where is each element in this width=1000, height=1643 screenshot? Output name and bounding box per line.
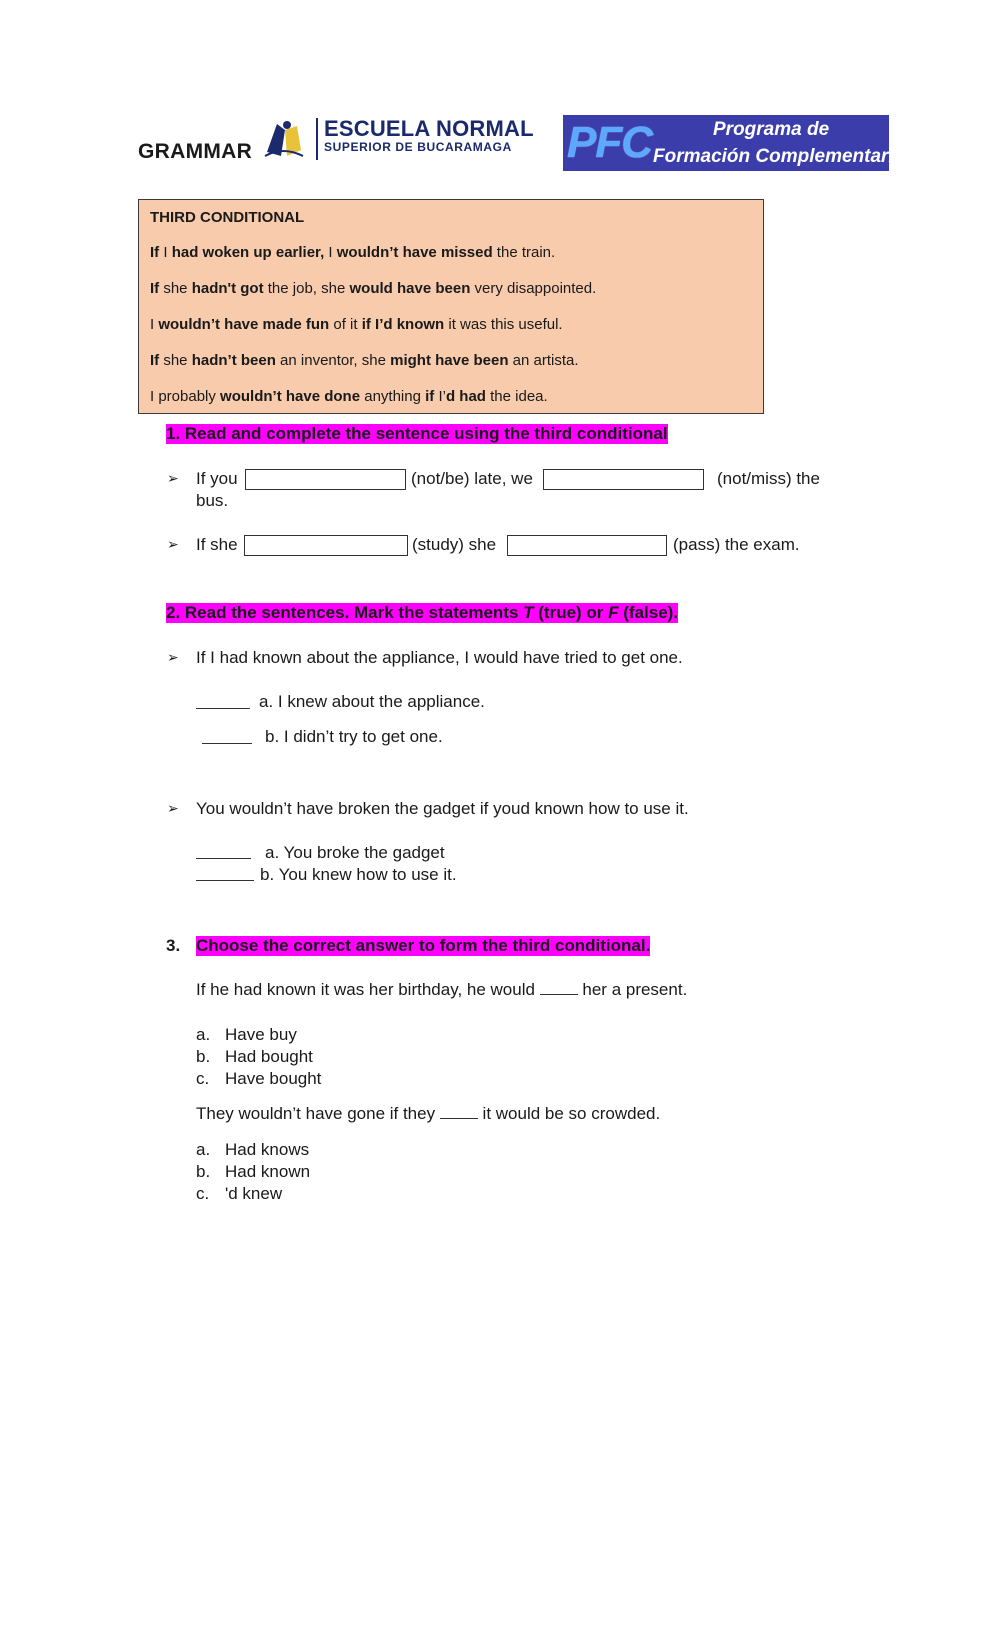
item1-text-c: (not/miss) the <box>717 469 820 488</box>
item1-text-d: bus. <box>196 491 229 510</box>
statement-1: If I had known about the appliance, I would have tried to get one. <box>196 648 683 667</box>
example-sentence <box>150 280 596 297</box>
mc-option[interactable]: Had bought <box>225 1047 313 1066</box>
pfc-title-line1: Programa de <box>713 119 830 140</box>
text-fragment: I <box>324 244 337 261</box>
bold-fragment: If <box>150 244 160 261</box>
text-fragment: she <box>159 352 192 369</box>
tf-answer-line-2a[interactable] <box>196 842 251 859</box>
section2-heading: 2. Read the sentences. Mark the statements T (true) or F (false). <box>166 603 679 622</box>
pfc-logo: PFC <box>567 118 652 167</box>
bold-fragment: hadn’t been <box>191 352 276 369</box>
text-fragment: it was this useful. <box>444 316 563 333</box>
statement-2: You wouldn’t have broken the gadget if youd known how to use it. <box>196 799 689 818</box>
answer-box-1[interactable] <box>245 469 406 490</box>
tf-answer-line-1b[interactable] <box>202 727 252 744</box>
worksheet-title: GRAMMAR <box>138 140 253 163</box>
example-sentence <box>150 388 548 405</box>
mc-question-1: If he had known it was her birthday, he would her a present. <box>196 980 688 999</box>
text-fragment: very disappointed. <box>470 280 597 297</box>
mc-option-letter: b. <box>196 1047 211 1066</box>
statement-2a: a. You broke the gadget <box>265 843 445 862</box>
bold-fragment: wouldn’t have made fun <box>158 316 330 333</box>
section3-heading: Choose the correct answer to form the third conditional. <box>196 936 651 955</box>
item2-text-b: (study) she <box>412 535 497 554</box>
text-fragment: anything <box>360 388 426 405</box>
bold-fragment: d had <box>445 388 486 405</box>
example-sentence <box>150 244 555 261</box>
text-fragment: the idea. <box>485 388 548 405</box>
answer-box-4[interactable] <box>507 535 667 556</box>
item2-text-a: If she <box>196 535 238 554</box>
school-subtitle: SUPERIOR DE BUCARAMAGA <box>324 140 512 154</box>
text-fragment: the train. <box>492 244 556 261</box>
school-emblem-icon <box>263 116 305 160</box>
bold-fragment: had woken up earlier, <box>171 244 325 261</box>
mc-option-letter: a. <box>196 1025 211 1044</box>
item1-text-a: If you <box>196 469 238 488</box>
answer-box-2[interactable] <box>543 469 704 490</box>
bold-fragment: if <box>425 388 435 405</box>
mc-question-2: They wouldn’t have gone if they it would be so crowded. <box>196 1104 661 1123</box>
tf-answer-line-1a[interactable] <box>196 692 250 709</box>
mc-blank-1[interactable] <box>540 980 578 995</box>
bold-fragment: wouldn’t have done <box>220 388 361 405</box>
statement-1a: a. I knew about the appliance. <box>259 692 485 711</box>
bullet-arrow-icon: ➢ <box>167 800 179 816</box>
text-fragment: of it <box>329 316 362 333</box>
mc-option[interactable]: Had known <box>225 1162 311 1181</box>
example-sentence <box>150 316 563 333</box>
text-fragment: I’ <box>434 388 446 405</box>
bullet-arrow-icon: ➢ <box>167 470 179 486</box>
bold-fragment: hadn't got <box>191 280 264 297</box>
text-fragment: an inventor, she <box>275 352 391 369</box>
answer-box-3[interactable] <box>244 535 408 556</box>
bold-fragment: wouldn’t have missed <box>336 244 493 261</box>
section3-number: 3. <box>166 936 181 955</box>
text-fragment: she <box>159 280 192 297</box>
text-fragment: I <box>159 244 172 261</box>
bold-fragment: If <box>150 352 160 369</box>
mc-option[interactable]: Have bought <box>225 1069 322 1088</box>
text-fragment: the job, she <box>263 280 350 297</box>
pfc-title-line2: Formación Complementaria <box>653 146 905 167</box>
grammar-box-title: THIRD CONDITIONAL <box>150 209 305 226</box>
grammar-box <box>138 199 764 414</box>
item1-text-b: (not/be) late, we <box>411 469 533 488</box>
mc-option-letter: c. <box>196 1069 210 1088</box>
mc-option-letter: b. <box>196 1162 211 1181</box>
bold-fragment: might have been <box>390 352 509 369</box>
statement-1b: b. I didn’t try to get one. <box>265 727 443 746</box>
bold-fragment: if I’d known <box>361 316 445 333</box>
section1-heading: 1. Read and complete the sentence using the third conditional <box>166 424 668 443</box>
mc-option[interactable]: 'd knew <box>225 1184 283 1203</box>
logo-divider <box>316 118 318 160</box>
school-name: ESCUELA NORMAL <box>324 116 534 141</box>
statement-2b: b. You knew how to use it. <box>260 865 457 884</box>
bold-fragment: would have been <box>349 280 471 297</box>
example-sentence <box>150 352 579 369</box>
bullet-arrow-icon: ➢ <box>167 649 179 665</box>
text-fragment: an artista. <box>508 352 579 369</box>
mc-option-letter: a. <box>196 1140 211 1159</box>
text-fragment: I <box>150 316 159 333</box>
item2-text-c: (pass) the exam. <box>673 535 800 554</box>
text-fragment: I probably <box>150 388 221 405</box>
bullet-arrow-icon: ➢ <box>167 536 179 552</box>
mc-option[interactable]: Have buy <box>225 1025 297 1044</box>
mc-option[interactable]: Had knows <box>225 1140 310 1159</box>
mc-blank-2[interactable] <box>440 1104 478 1119</box>
mc-option-letter: c. <box>196 1184 210 1203</box>
bold-fragment: If <box>150 280 160 297</box>
tf-answer-line-2b[interactable] <box>196 864 254 881</box>
